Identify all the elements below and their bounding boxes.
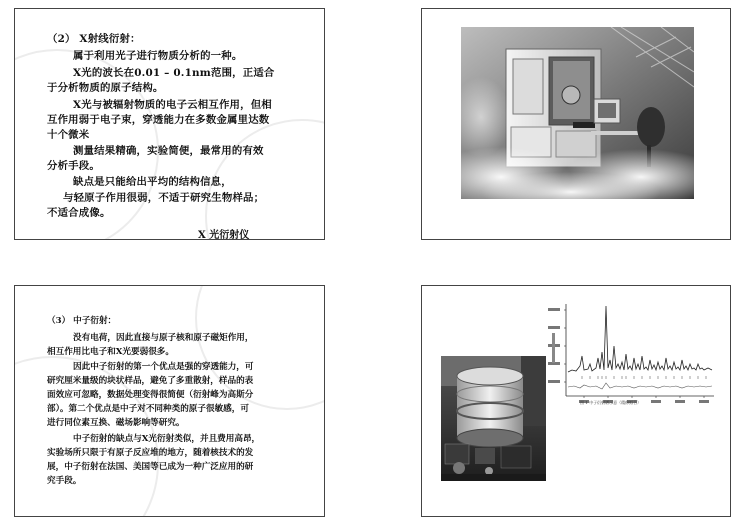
text-line: 研究厘米量级的块状样品，避免了多重散射，样品的表: [47, 376, 254, 386]
text-line: 属于利用光子进行物质分析的一种。: [73, 50, 243, 62]
text-line: 于分析物质的原子结构。: [47, 82, 164, 94]
text-line: 测量结果精确，实验简便，最常用的有效: [73, 145, 264, 157]
slide-diffractometer-photo[interactable]: [421, 8, 731, 240]
text-line: 部）。第二个优点是中子对不同种类的原子很敏感，可: [47, 404, 249, 414]
slide-xray-diffraction[interactable]: [14, 8, 325, 240]
slide-caption: X 光衍射仪: [198, 230, 250, 240]
text-line: 进行同位素互换、磁场影响等研究。: [47, 418, 185, 428]
text-line: X光的波长在0.01 – 0.1nm范围，正适合: [73, 67, 275, 79]
slide-neutron-images[interactable]: [421, 285, 731, 517]
text-line: 不适合成像。: [47, 207, 111, 219]
text-line: 因此中子衍射的第一个优点是强的穿透能力，可: [73, 362, 254, 372]
slide-neutron-diffraction[interactable]: [14, 285, 325, 517]
text-line: 究手段。: [47, 476, 82, 486]
reactor-photo: [441, 356, 546, 481]
text-line: 十个微米: [47, 129, 90, 141]
text-line: 面效应可忽略，数据处理变得很简便（衍射峰为高斯分: [47, 390, 254, 400]
slide-heading: （3） 中子衍射：: [47, 316, 117, 326]
text-line: 实验场所只限于有原子反应堆的地方，随着核技术的发: [47, 448, 254, 458]
text-line: X光与被辐射物质的电子云相互作用，但相: [73, 99, 272, 111]
diffraction-pattern-figure: [544, 298, 718, 416]
diffractometer-photo: [461, 27, 694, 199]
text-line: 没有电荷，因此直接与原子核和原子磁矩作用，: [73, 333, 254, 343]
text-line: 互作用弱于电子束，穿透能力在多数金属里达数: [47, 114, 270, 126]
text-line: 分析手段。: [47, 160, 100, 172]
text-line: 展，中子衍射在法国、美国等已成为一种广泛应用的研: [47, 462, 254, 472]
slide-heading: （2） X射线衍射：: [47, 33, 141, 45]
text-line: 相互作用比电子和X光要弱很多。: [47, 347, 174, 357]
text-line: 中子衍射的缺点与X光衍射类似，并且费用高昂，: [73, 434, 261, 444]
text-line: 与轻原子作用很弱，不适于研究生物样品；: [63, 192, 265, 204]
text-line: 缺点是只能给出平均的结构信息，: [73, 176, 232, 188]
figure-caption: 图 1 中子衍射谱示意（精修拟合）: [580, 400, 642, 405]
